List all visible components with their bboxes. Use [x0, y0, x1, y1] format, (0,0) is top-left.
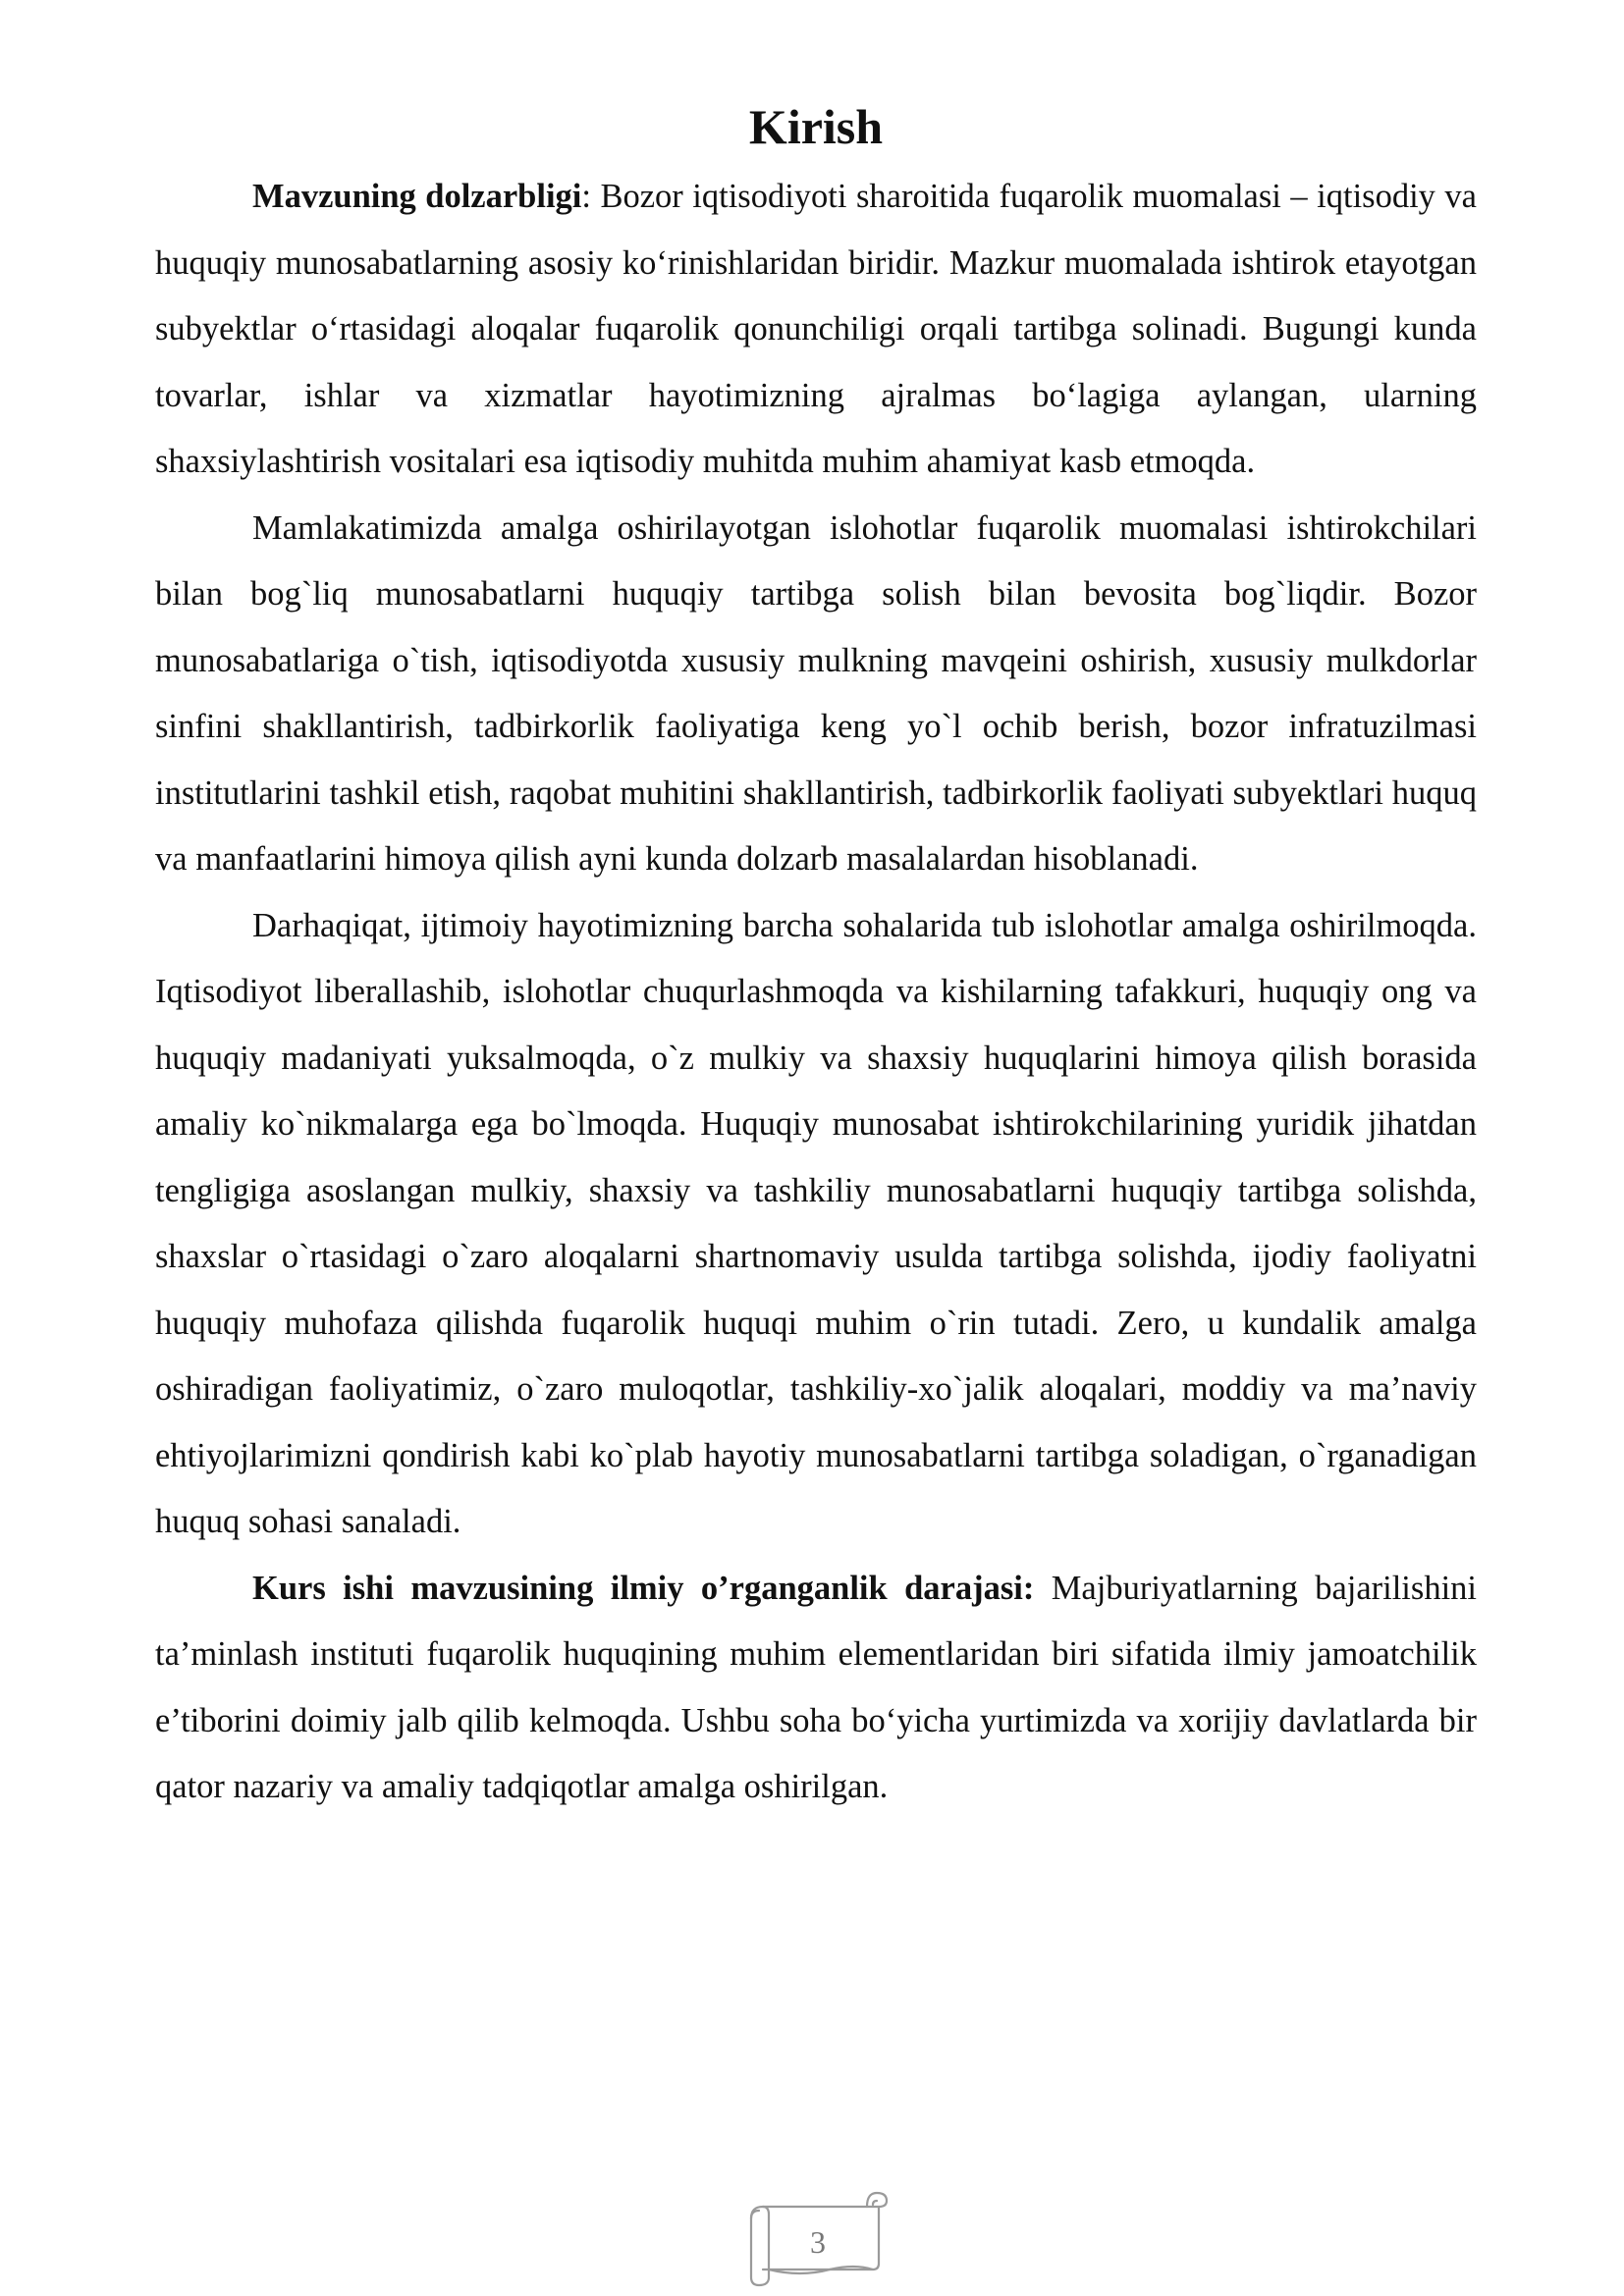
section-title: Kirish [748, 99, 884, 154]
page-footer [741, 2187, 894, 2289]
document-page [155, 93, 1477, 1821]
paragraph-civil-law [155, 893, 1477, 1556]
paragraph-text: Darhaqiqat, ijtimoiy hayotimizning barcha sohalarida tub islohotlar amalga oshirilmoqda. Iqtisodiyot liberallashib, islohotlar chuqurlashmoqda va kishilarning tafakkuri, huquqiy ong va huquqiy madaniyati yuksalmoqda, o`z mulkiy va shaxsiy huquqlarini himoya qilish borasida amaliy ko`nikmalarga ega bo`lmoqda. Huquqiy munosabat ishtirokchilarining yuridik jihatdan tengligiga asoslangan mulkiy, shaxsiy va tashkiliy munosabatlarni huquqiy tartibga solishda, shaxslar o`rtasidagi o`zaro aloqalarni shartnomaviy usulda tartibga solishda, ijodiy faoliyatni huquqiy muhofaza qilishda fuqarolik huquqi muhim o`rin tutadi. Zero, u kundalik amalga oshiradigan faoliyatimiz, o`zaro muloqotlar, tashkiliy-xo`jalik aloqalari, moddiy va ma’naviy ehtiyojlarimizni qondirish kabi ko`plab hayotiy munosabatlarni tartibga soladigan, o`rganadigan huquq sohasi sanaladi. [155, 906, 1477, 1540]
paragraph-lead: Kurs ishi mavzusining ilmiy o’rganganlik darajasi: [252, 1569, 1035, 1607]
paragraph-text: Mamlakatimizda amalga oshirilayotgan islohotlar fuqarolik muomalasi ishtirokchilari bilan bog`liq munosabatlarni huquqiy tartibga solish bilan bevosita bog`liqdir. Bozor munosabatlariga o`tish, iqtisodiyotda xususiy mulkning mavqeini oshirish, xususiy mulkdorlar sinfini shakllantirish, tadbirkorlik faoliyatiga keng yo`l ochib berish, bozor infratuzilmasi institutlarini tashkil etish, raqobat muhitini shakllantirish, tadbirkorlik faoliyati subyektlari huquq va manfaatlarini himoya qilish ayni kunda dolzarb masalalardan hisoblanadi. [155, 508, 1477, 878]
paragraph-lead: Mavzuning dolzarbligi [252, 178, 582, 215]
paragraph-reforms [155, 496, 1477, 893]
paragraph-relevance [155, 164, 1477, 496]
paragraph-research-level [155, 1556, 1477, 1821]
page-number: 3 [810, 2224, 826, 2260]
paragraph-text: : Bozor iqtisodiyoti sharoitida fuqarolik muomalasi – iqtisodiy va huquqiy munosabatlarning asosiy ko‘rinishlaridan biridir. Mazkur muomalada ishtirok etayotgan subyektlar o‘rtasidagi aloqalar fuqarolik qonunchiligi orqali tartibga solinadi. Bugungi kunda tovarlar, ishlar va xizmatlar hayotimizning ajralmas bo‘lagiga aylangan, ularning shaxsiylashtirish vositalari esa iqtisodiy muhitda muhim ahamiyat kasb etmoqda. [155, 178, 1477, 480]
paragraph-text: Majburiyatlarning bajarilishini ta’minlash instituti fuqarolik huquqining muhim elementlaridan biri sifatida ilmiy jamoatchilik e’tiborini doimiy jalb qilib kelmoqda. Ushbu soha bo‘yicha yurtimizda va xorijiy davlatlarda bir qator nazariy va amaliy tadqiqotlar amalga oshirilgan. [155, 1569, 1477, 1805]
